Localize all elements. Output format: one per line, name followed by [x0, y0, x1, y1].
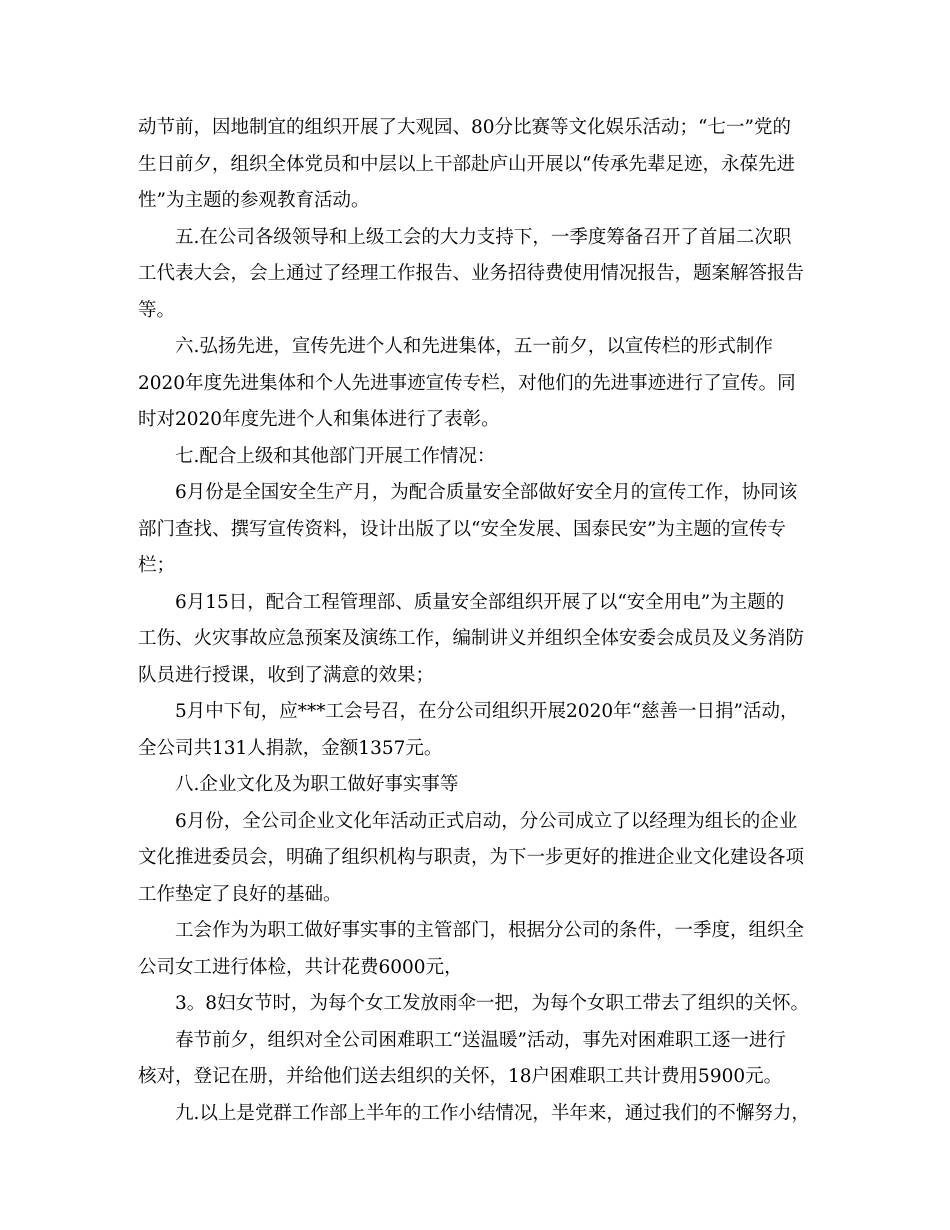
text-line: 五.在公司各级领导和上级工会的大力支持下，一季度筹备召开了首届二次职	[175, 226, 792, 248]
text-line: 九.以上是党群工作部上半年的工作小结情况，半年来，通过我们的不懈努力，	[175, 1102, 810, 1124]
document-body	[138, 110, 828, 1132]
text-line: 核对，登记在册，并给他们送去组织的关怀，18户困难职工共计费用5900元。	[138, 1066, 783, 1087]
text-line: 6月15日，配合工程管理部、质量安全部组织开展了以“安全用电”为主题的	[175, 591, 785, 613]
text-line: 公司女工进行体检，共计花费6000元，	[138, 956, 463, 978]
text-line: 队员进行授课，收到了满意的效果；	[138, 664, 435, 686]
text-line: 时对2020年度先进个人和集体进行了表彰。	[138, 409, 500, 430]
text-line: 动节前，因地制宜的组织开展了大观园、80分比赛等文化娱乐活动；“七一”党的	[138, 117, 791, 138]
text-line: 六.弘扬先进，宣传先进个人和先进集体，五一前夕，以宣传栏的形式制作	[175, 336, 773, 357]
text-line: 栏；	[138, 555, 176, 576]
text-line: 6月份，全公司企业文化年活动正式启动，分公司成立了以经理为组长的企业	[175, 810, 798, 832]
text-line: 八.企业文化及为职工做好事实事等	[175, 774, 459, 795]
text-line: 工伤、火灾事故应急预案及演练工作，编制讲义并组织全体安委会成员及义务消防	[138, 628, 805, 649]
text-line: 3。8妇女节时，为每个女工发放雨伞一把，为每个女职工带去了组织的关怀。	[175, 993, 810, 1014]
text-line: 文化推进委员会，明确了组织机构与职责，为下一步更好的推进企业文化建设各项	[138, 847, 805, 868]
text-line: 部门查找、撰写宣传资料，设计出版了以“安全发展、国泰民安”为主题的宣传专	[138, 518, 786, 540]
text-line: 工作垫定了良好的基础。	[138, 883, 342, 905]
text-line: 等。	[138, 299, 176, 321]
text-line: 性”为主题的参观教育活动。	[138, 190, 370, 211]
text-line: 6月份是全国安全生产月，为配合质量安全部做好安全月的宣传工作，协同该	[175, 482, 798, 503]
text-line: 工会作为为职工做好事实事的主管部门，根据分公司的条件，一季度，组织全	[175, 920, 805, 941]
text-line: 2020年度先进集体和个人先进事迹宣传专栏，对他们的先进事迹进行了宣传。同	[138, 372, 796, 394]
text-line: 工代表大会，会上通过了经理工作报告、业务招待费使用情况报告，题案解答报告	[138, 263, 805, 284]
text-line: 全公司共131人捐款，金额1357元。	[138, 737, 443, 759]
text-line: 春节前夕，组织对全公司困难职工“送温暖”活动，事先对困难职工逐一进行	[175, 1029, 786, 1051]
text-line: 5月中下旬，应***工会号召，在分公司组织开展2020年“慈善一日捐”活动，	[175, 701, 799, 722]
text-line: 七.配合上级和其他部门开展工作情况：	[175, 445, 496, 467]
text-line: 生日前夕，组织全体党员和中层以上干部赴庐山开展以“传承先辈足迹，永葆先进	[138, 153, 795, 175]
